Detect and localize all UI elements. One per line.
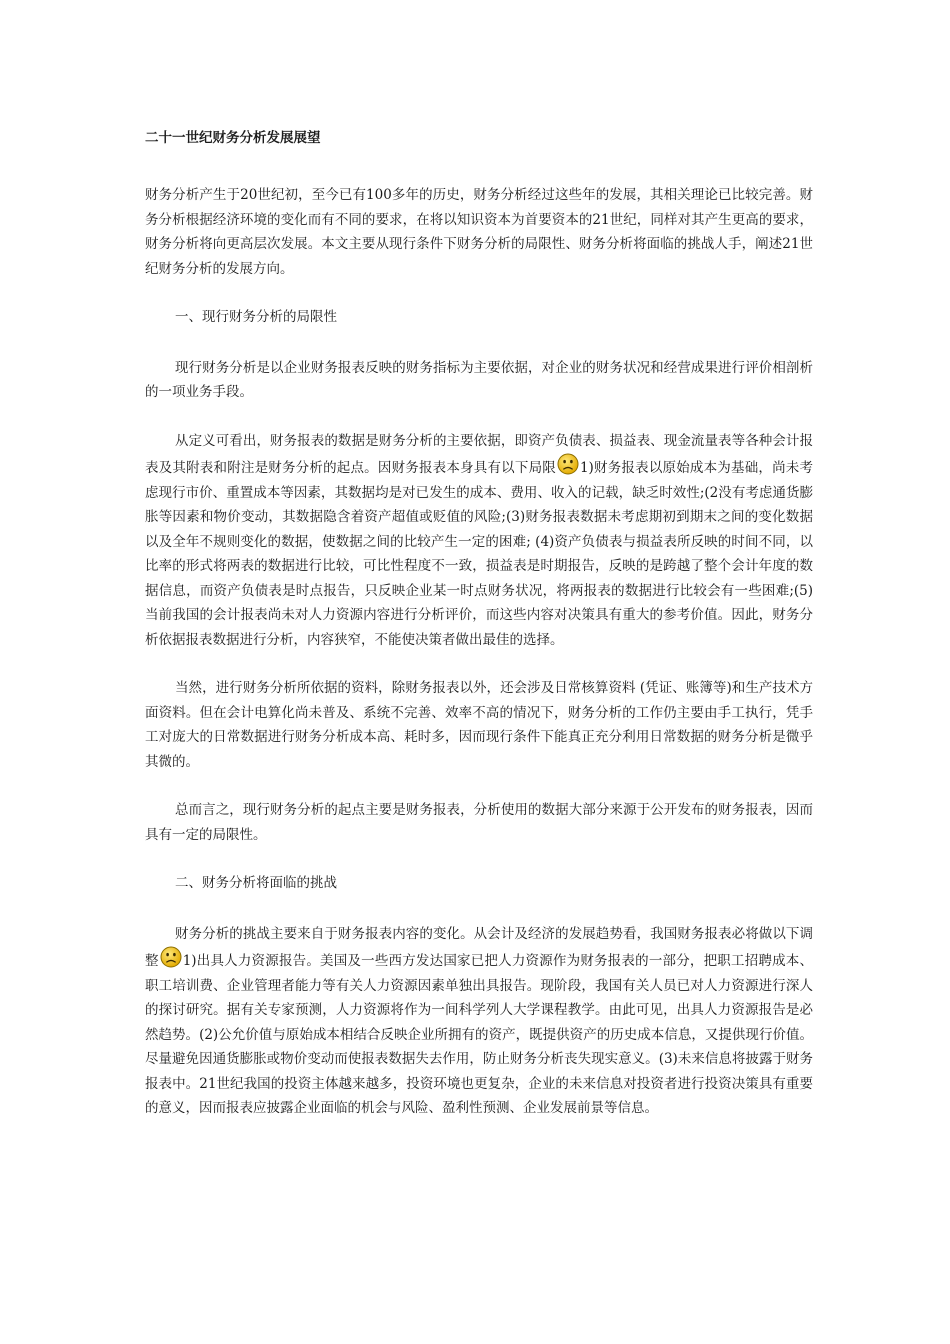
section-1-paragraph-2-part-a: 从定义可看出，财务报表的数据是财务分析的主要依据，即资产负债表、损益表、现金流量表等各种会计报表及其附表和附注是财务分析的起点。因财务报表本身具有以下局限 bbox=[145, 432, 813, 476]
frown-face-icon bbox=[557, 453, 579, 475]
section-1-heading: 一、现行财务分析的局限性 bbox=[175, 309, 337, 325]
section-2-paragraph-1-part-b: 1)出具人力资源报告。美国及一些西方发达国家已把人力资源作为财务报表的一部分，把职工招聘成本、职工培训费、企业管理者能力等有关人力资源因素单独出具报告。现阶段，我国有关人员已对人力资源进行深人的探讨研究。据有关专家预测，人力资源将作为一间科学列人大学课程教学。由此可见，出具人力资源报告是必然趋势。(2)公允价值与原始成本相结合反映企业所拥有的资产，既提供资产的历史成本信息，又提供现行价值。尽量避免因通货膨胀或物价变动而使报表数据失去作用，防止财务分析丧失现实意义。(3)未来信息将披露于财务报表中。21世纪我国的投资主体越来越多，投资环境也更复杂，企业的未来信息对投资者进行投资决策具有重要的意义，因而报表应披露企业面临的机会与风险、盈利性预测、企业发展前景等信息。 bbox=[145, 953, 813, 1116]
section-1-paragraph-2-part-b: 1)财务报表以原始成本为基础，尚未考虑现行市价、重置成本等因素，其数据均是对已发生的成本、费用、收入的记载，缺乏时效性;(2没有考虑通货膨胀等因素和物价变动，其数据隐含着资产超值或贬值的风险;(3)财务报表数据未考虑期初到期末之间的变化数据以及全年不规则变化的数据，使数据之间的比较产生一定的困难; (4)资产负债表与损益表所反映的时间不同，以比率的形式将两表的数据进行比较，可比性程度不一致，损益表是时期报告，反映的是跨越了整个会计年度的数据信息，而资产负债表是时点报告，只反映企业某一时点财务状况，将两报表的数据进行比较会有一些困难;(5)当前我国的会计报表尚未对人力资源内容进行分析评价，而这些内容对决策具有重大的参考价值。因此，财务分析依据报表数据进行分析，内容狭窄，不能使决策者做出最佳的选择。 bbox=[145, 460, 814, 648]
section-1-paragraph-4: 总而言之，现行财务分析的起点主要是财务报表，分析使用的数据大部分来源于公开发布的财务报表，因而具有一定的局限性。 bbox=[145, 802, 813, 843]
section-1-paragraph-2 bbox=[145, 429, 813, 653]
section-1-paragraph-1: 现行财务分析是以企业财务报表反映的财务指标为主要依据，对企业的财务状况和经营成果进行评价相剖析的一项业务手段。 bbox=[145, 359, 813, 400]
section-2-heading: 二、财务分析将面临的挑战 bbox=[175, 875, 337, 891]
section-1-paragraph-3: 当然，进行财务分析所依据的资料，除财务报表以外，还会涉及日常核算资料 (凭证、账簿等)和生产技术方面资料。但在会计电算化尚未普及、系统不完善、效率不高的情况下，财务分析的工作仍主要由手工执行，凭手工对庞大的日常数据进行财务分析成本高、耗时多，因而现行条件下能真正充分利用日常数据的财务分析是微乎其微的。 bbox=[145, 680, 813, 770]
document-page bbox=[145, 125, 813, 1121]
document-title: 二十一世纪财务分析发展展望 bbox=[145, 130, 321, 146]
section-2-paragraph-1-part-a: 财务分析的挑战主要来自于财务报表内容的变化。从会计及经济的发展趋势看，我国财务报表必将做以下调整 bbox=[145, 925, 813, 969]
section-2-paragraph-1 bbox=[145, 922, 813, 1121]
intro-paragraph: 财务分析产生于20世纪初，至今已有100多年的历史，财务分析经过这些年的发展，其相关理论已比较完善。财务分析根据经济环境的变化而有不同的要求，在将以知识资本为首要资本的21世纪，同样对其产生更高的要求，财务分析将向更高层次发展。本文主要从现行条件下财务分析的局限性、财务分析将面临的挑战人手，阐述21世纪财务分析的发展方向。 bbox=[145, 187, 813, 277]
frown-face-icon bbox=[160, 946, 182, 968]
